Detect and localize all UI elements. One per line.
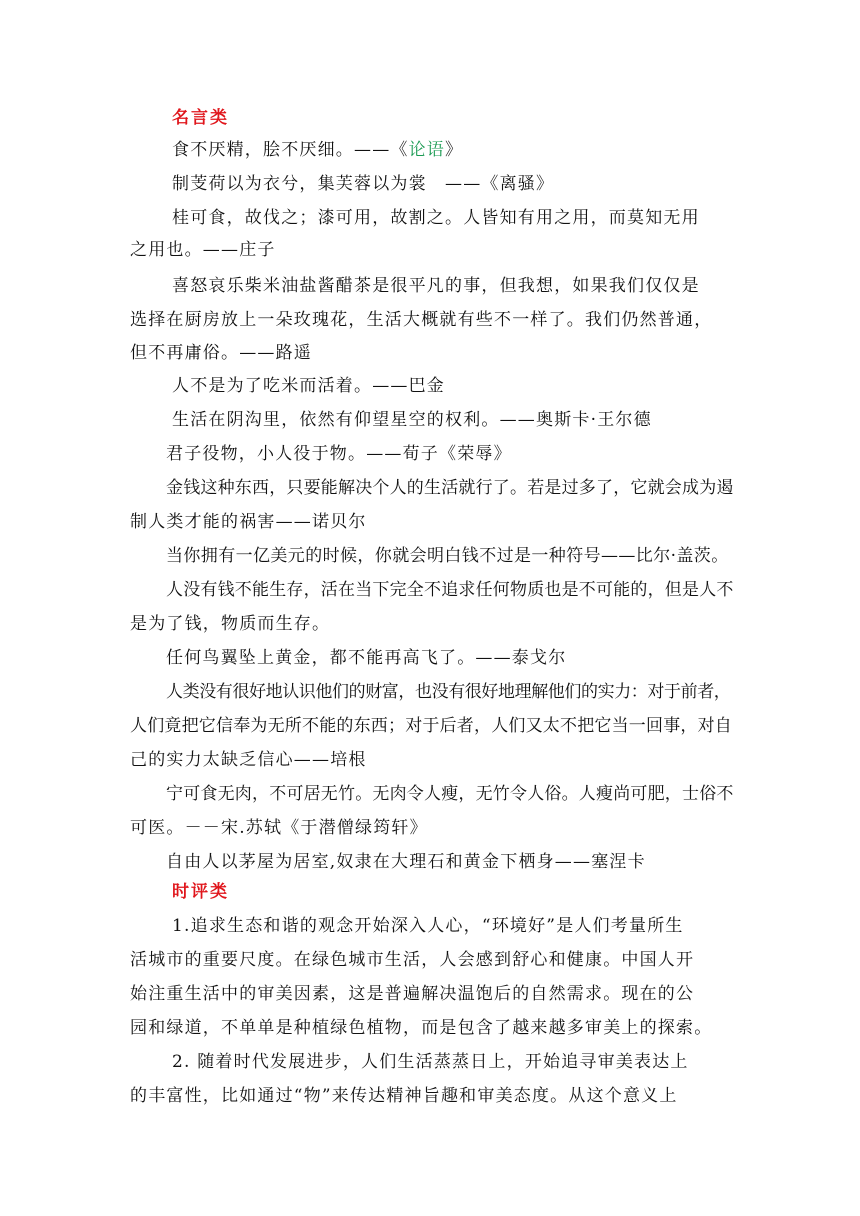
quote-seneca: 自由人以茅屋为居室,奴隶在大理石和黄金下栖身——塞涅卡 [166, 852, 646, 872]
section-heading-quotes: 名言类 [172, 108, 229, 128]
quote-wilde: 生活在阴沟里，依然有仰望星空的权利。——奥斯卡·王尔德 [172, 410, 652, 430]
commentary-2-line2: 的丰富性，比如通过“物”来传达精神旨趣和审美态度。从这个意义上 [130, 1086, 678, 1106]
commentary-1-line3: 始注重生活中的审美因素，这是普遍解决温饱后的自然需求。现在的公 [130, 984, 695, 1004]
quote-analects [172, 138, 463, 162]
commentary-1-line4: 园和绿道，不单单是种植绿色植物，而是包含了越来越多审美上的探索。 [130, 1018, 713, 1038]
quote-luyao-line2: 选择在厨房放上一朵玫瑰花，生活大概就有些不一样了。我们仍然普通， [130, 310, 713, 330]
quote-xunzi: 君子役物，小人役于物。——荀子《荣辱》 [166, 444, 512, 464]
quote-sushi-line1: 宁可食无肉，不可居无竹。无肉令人瘦，无竹令人俗。人瘦尚可肥，士俗不 [166, 784, 734, 804]
quote-lisao: 制芰荷以为衣兮，集芙蓉以为裳 ——《离骚》 [172, 174, 555, 194]
quote-bajin: 人不是为了吃米而活着。——巴金 [172, 376, 445, 396]
quote-luyao-line1: 喜怒哀乐柴米油盐酱醋茶是很平凡的事，但我想，如果我们仅仅是 [172, 276, 700, 296]
quote-tagore: 任何鸟翼坠上黄金，都不能再高飞了。——泰戈尔 [166, 648, 567, 668]
quote-nobel-line2: 制人类才能的祸害——诺贝尔 [130, 512, 367, 532]
quote-text: 》 [445, 140, 464, 160]
quote-nobel-line1: 金钱这种东西，只要能解决个人的生活就行了。若是过多了，它就会成为遏 [166, 478, 734, 498]
quote-zhuangzi-line1: 桂可食，故伐之；漆可用，故割之。人皆知有用之用，而莫知无用 [172, 208, 700, 228]
commentary-1-line1: 1.追求生态和谐的观念开始深入人心，“环境好”是人们考量所生 [172, 916, 684, 936]
quote-money-line1: 人没有钱不能生存，活在当下完全不追求任何物质也是不可能的，但是人不 [166, 580, 734, 600]
quote-bacon-line1: 人类没有很好地认识他们的财富，也没有很好地理解他们的实力：对于前者， [166, 682, 731, 702]
quote-sushi-line2: 可医。－－宋.苏轼《于潜僧绿筠轩》 [130, 818, 428, 838]
quote-text: 食不厌精，脍不厌细。——《 [172, 140, 409, 160]
quote-bacon-line3: 己的实力太缺乏信心——培根 [130, 750, 367, 770]
commentary-2-line1: 2. 随着时代发展进步，人们生活蒸蒸日上，开始追寻审美表达上 [172, 1052, 689, 1072]
quote-gates: 当你拥有一亿美元的时候，你就会明白钱不过是一种符号——比尔·盖茨。 [166, 546, 729, 566]
quote-luyao-line3: 但不再庸俗。——路遥 [130, 343, 312, 363]
commentary-1-line2: 活城市的重要尺度。在绿色城市生活，人会感到舒心和健康。中国人开 [130, 950, 695, 970]
book-title-link[interactable]: 论语 [408, 140, 446, 160]
quote-bacon-line2: 人们竟把它信奉为无所不能的东西；对于后者，人们又太不把它当一回事，对自 [130, 716, 732, 736]
section-heading-commentary: 时评类 [172, 882, 229, 902]
quote-zhuangzi-line2: 之用也。——庄子 [130, 240, 276, 260]
quote-money-line2: 是为了钱，物质而生存。 [130, 614, 331, 634]
